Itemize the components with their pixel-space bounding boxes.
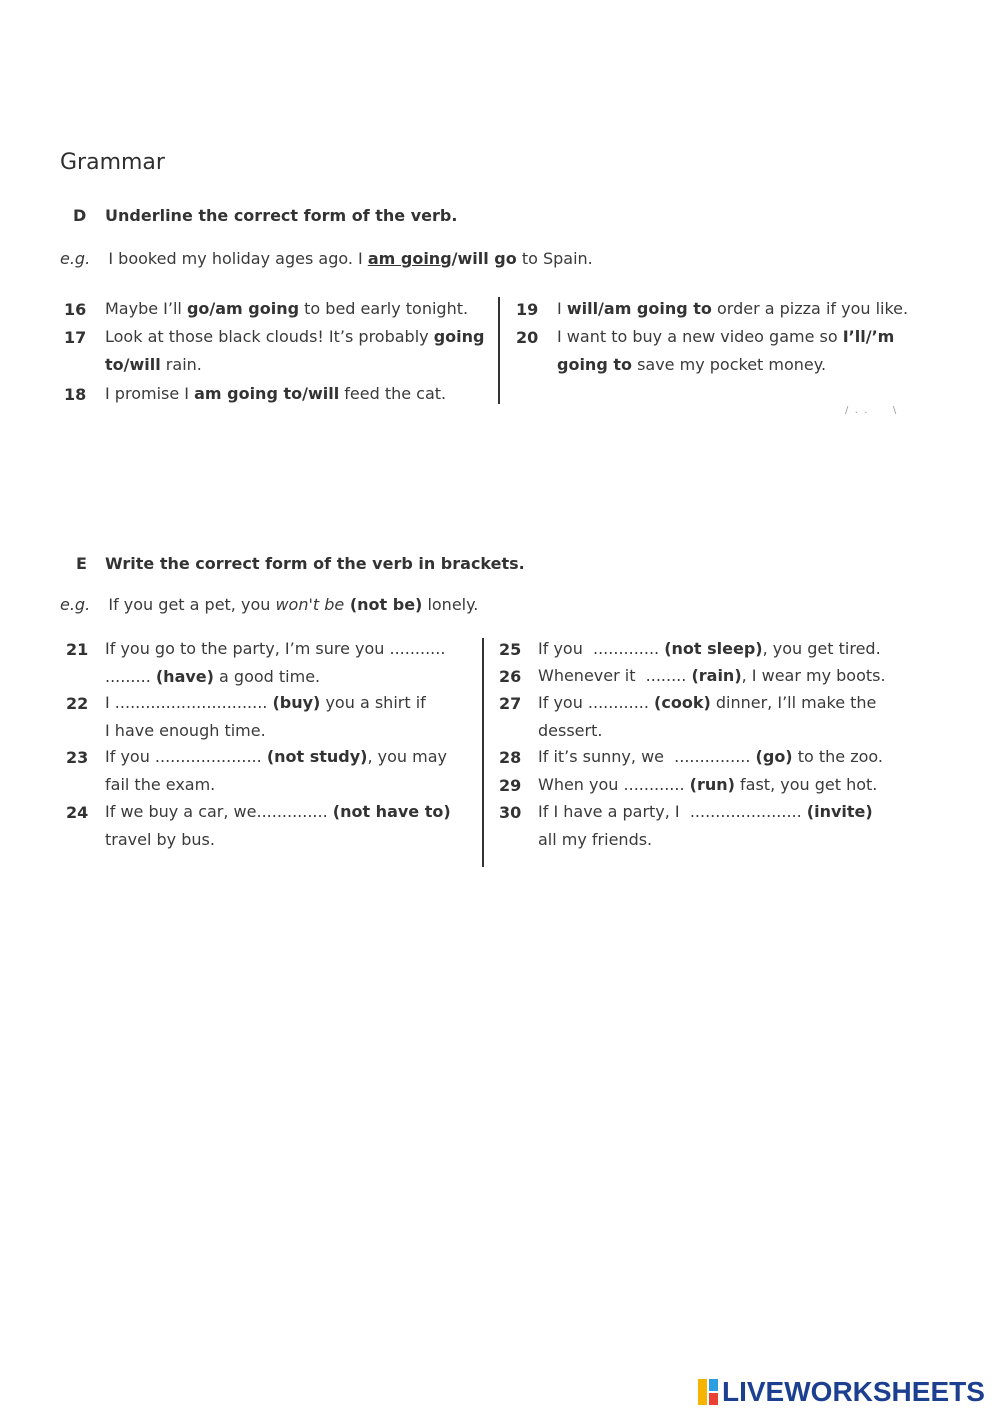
item-24: If we buy a car, we.............. (not have to) travel by bus.	[105, 802, 451, 849]
page-title: Grammar	[60, 150, 165, 175]
example-after: to Spain.	[516, 249, 593, 268]
example-italic: won't be	[275, 595, 345, 614]
column-divider	[482, 638, 484, 867]
item-number: 16	[64, 300, 87, 319]
item-20: I want to buy a new video game so I’ll/’m going to save my pocket money.	[557, 327, 895, 374]
item-16: Maybe I’ll go/am going to bed early tonight.	[105, 299, 469, 318]
example-label: e.g.	[60, 595, 91, 614]
section-d-example	[60, 249, 593, 268]
example-underlined: am going	[367, 249, 452, 268]
item-19: I will/am going to order a pizza if you like.	[557, 299, 909, 318]
item-27: If you ............ (cook) dinner, I’ll make the dessert.	[538, 693, 877, 740]
item-26: Whenever it ........ (rain), I wear my boots.	[538, 666, 886, 685]
item-number: 20	[516, 328, 539, 347]
item-number: 22	[66, 694, 89, 713]
item-number: 28	[499, 748, 522, 767]
section-d-instruction: Underline the correct form of the verb.	[105, 206, 458, 225]
item-number: 18	[64, 385, 87, 404]
item-21: If you go to the party, I’m sure you ........... ......... (have) a good time.	[105, 639, 446, 686]
section-d-letter: D	[73, 206, 87, 225]
item-22: I .............................. (buy) you a shirt if I have enough time.	[105, 693, 426, 740]
item-number: 17	[64, 328, 87, 347]
faint-mark: / . . \	[845, 405, 897, 416]
item-18: I promise I am going to/will feed the cat.	[105, 384, 447, 403]
example-text: If you get a pet, you	[108, 595, 276, 614]
liveworksheets-logo	[698, 1377, 985, 1407]
item-23: If you ..................... (not study), you may fail the exam.	[105, 747, 447, 794]
example-slash: /	[451, 249, 458, 268]
section-e-example	[60, 595, 478, 614]
item-number: 24	[66, 803, 89, 822]
item-number: 27	[499, 694, 522, 713]
item-number: 25	[499, 640, 522, 659]
example-text: I booked my holiday ages ago. I	[108, 249, 368, 268]
section-e-letter: E	[76, 554, 87, 573]
example-bold: (not be)	[344, 595, 423, 614]
item-30: If I have a party, I ...................... (invite) all my friends.	[538, 802, 873, 849]
item-number: 23	[66, 748, 89, 767]
item-28: If it’s sunny, we ............... (go) to the zoo.	[538, 747, 883, 766]
item-number: 26	[499, 667, 522, 686]
logo-text: LIVEWORKSHEETS	[722, 1376, 985, 1407]
example-label: e.g.	[60, 249, 91, 268]
item-25: If you ............. (not sleep), you get tired.	[538, 639, 881, 658]
item-number: 21	[66, 640, 89, 659]
item-number: 30	[499, 803, 522, 822]
example-after: lonely.	[422, 595, 479, 614]
logo-icon	[698, 1379, 718, 1405]
item-17: Look at those black clouds! It’s probably going to/will rain.	[105, 327, 485, 374]
item-number: 29	[499, 776, 522, 795]
example-bold: will go	[457, 249, 517, 268]
column-divider	[498, 297, 500, 404]
item-29: When you ............ (run) fast, you get hot.	[538, 775, 878, 794]
section-e-instruction: Write the correct form of the verb in brackets.	[105, 554, 525, 573]
item-number: 19	[516, 300, 539, 319]
